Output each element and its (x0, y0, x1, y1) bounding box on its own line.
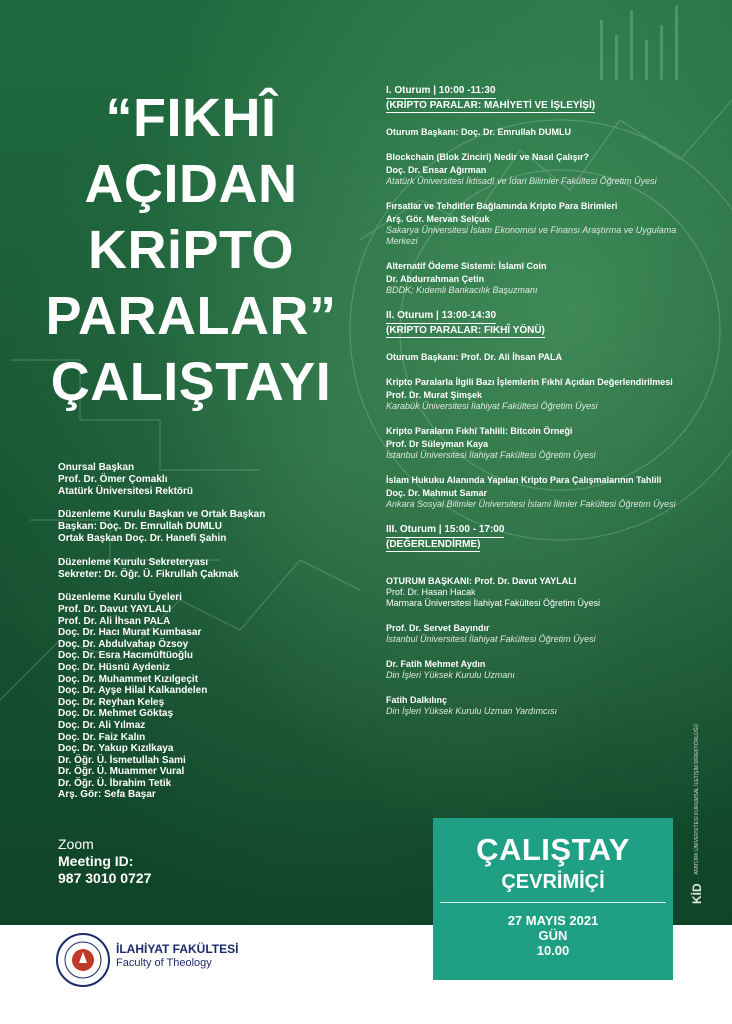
meeting-id[interactable]: 987 3010 0727 (58, 870, 152, 886)
session-3-heading: III. Oturum | 15:00 - 17:00 (386, 524, 504, 538)
committee-line: Sekreter: Dr. Öğr. Ü. Fikrullah Çakmak (58, 568, 239, 580)
session-3-chair: OTURUM BAŞKANI: Prof. Dr. Davut YAYLALI (386, 576, 577, 586)
speaker-name: Dr. Abdurrahman Çetin (386, 274, 485, 284)
speaker-name: Prof. Dr. Murat Şimşek (386, 390, 483, 400)
event-date: 27 MAYIS 2021 (507, 913, 599, 928)
speaker-name: Prof. Dr. Servet Bayındır (386, 623, 490, 633)
talk-title: Alternatif Ödeme Sistemi: İslamî Coin (386, 261, 547, 271)
talk-item (386, 623, 686, 645)
session-2-chair: Oturum Başkanı: Prof. Dr. Ali İhsan PALA (386, 352, 563, 362)
workshop-label: ÇALIŞTAY (476, 832, 630, 867)
speaker-name: Prof. Dr. Hasan Hacak (386, 587, 476, 597)
speaker-affiliation: Atatürk Üniversitesi İktisadî ve İdari Bilimler Fakültesi Öğretim Üyesi (386, 176, 657, 186)
session-2-subtitle: (KRİPTO PARALAR: FIKHÎ YÖNÜ) (386, 325, 545, 336)
talk-title: Kripto Paralarla İlgili Bazı İşlemlerin Fıkhî Açıdan Değerlendirilmesi (386, 377, 673, 387)
secretariat-group (58, 557, 358, 581)
talk-item (386, 152, 686, 187)
committee-line: Dr. Öğr. Ü. İbrahim Tetik (58, 777, 172, 789)
speaker-affiliation: Marmara Üniversitesi İlahiyat Fakültesi Öğretim Üyesi (386, 598, 601, 608)
program-schedule (386, 85, 686, 717)
committee-line: Doç. Dr. Hüsnü Aydeniz (58, 661, 171, 673)
university-seal-icon (56, 933, 110, 987)
talk-title: İslam Hukuku Alanında Yapılan Kripto Para Çalışmalarının Tahlili (386, 475, 662, 485)
event-time: 10.00 (536, 943, 570, 958)
committee-line: Doç. Dr. Faiz Kalın (58, 731, 146, 743)
talk-item (386, 475, 686, 510)
talk-item (386, 695, 686, 717)
committee-line: Ortak Başkan Doç. Dr. Hanefi Şahin (58, 532, 227, 544)
committee-list (58, 462, 358, 813)
committee-line: Atatürk Üniversitesi Rektörü (58, 485, 194, 497)
kid-logo-text (690, 723, 704, 904)
title-line: AÇIDAN (84, 154, 298, 214)
talk-item (386, 377, 686, 412)
meeting-id-label: Meeting ID: (58, 853, 134, 869)
committee-line: Doç. Dr. Abdulvahap Özsoy (58, 638, 189, 650)
speaker-affiliation: Din İşleri Yüksek Kurulu Uzman Yardımcısı (386, 706, 558, 716)
committee-line: Doç. Dr. Hacı Murat Kumbasar (58, 627, 202, 639)
honorary-group (58, 462, 358, 497)
title-line: PARALAR” (45, 286, 337, 346)
committee-line: Doç. Dr. Reyhan Keleş (58, 696, 165, 708)
talk-item (386, 261, 686, 296)
speaker-name: Prof. Dr Süleyman Kaya (386, 439, 489, 449)
title-line: KRiPTO (87, 220, 295, 280)
committee-line: Arş. Gör: Sefa Başar (58, 789, 156, 801)
committee-line: Doç. Dr. Mehmet Göktaş (58, 708, 174, 720)
kid-logo (690, 723, 714, 904)
speaker-affiliation: BDDK; Kıdemli Bankacılık Başuzmanı (386, 285, 538, 295)
talk-item (386, 659, 686, 681)
kid-logo-mark: KİD (690, 883, 704, 904)
speaker-name: Doç. Dr. Ensar Ağırman (386, 165, 487, 175)
speaker-affiliation: Din İşleri Yüksek Kurulu Uzmanı (386, 670, 515, 680)
organizing-group (58, 509, 358, 544)
event-day-label: GÜN (538, 928, 568, 943)
zoom-info (58, 836, 151, 887)
faculty-name (116, 942, 238, 970)
event-info-box (433, 818, 673, 980)
talk-item (386, 587, 686, 609)
committee-line: Prof. Dr. Ali İhsan PALA (58, 615, 171, 627)
committee-line: Doç. Dr. Ayşe Hilal Kalkandelen (58, 685, 208, 697)
title-line: “FIKHÎ (105, 88, 277, 148)
members-group (58, 592, 358, 801)
committee-line: Doç. Dr. Esra Hacımüftüoğlu (58, 650, 194, 662)
online-label: ÇEVRİMİÇİ (501, 871, 605, 893)
speaker-affiliation: Ankara Sosyal Bilimler Üniversitesi İslami İlimler Fakültesi Öğretim Üyesi (386, 499, 676, 509)
committee-line: Prof. Dr. Ömer Çomaklı (58, 473, 168, 485)
speaker-name: Doç. Dr. Mahmut Samar (386, 488, 488, 498)
speaker-name: Arş. Gör. Mervan Selçuk (386, 214, 490, 224)
speaker-name: Dr. Fatih Mehmet Aydın (386, 659, 486, 669)
session-1-chair: Oturum Başkanı: Doç. Dr. Emrullah DUMLU (386, 127, 572, 137)
committee-line: Doç. Dr. Yakup Kızılkaya (58, 743, 174, 755)
talk-item (386, 426, 686, 461)
speaker-affiliation: Karabük Üniversitesi İlahiyat Fakültesi Öğretim Üyesi (386, 401, 598, 411)
talk-title: Kripto Paraların Fıkhî Tahlili: Bitcoin Örneği (386, 426, 573, 436)
committee-line: Dr. Öğr. Ü. Muammer Vural (58, 766, 185, 778)
talk-title: Blockchain (Blok Zinciri) Nedir ve Nasıl Çalışır? (386, 152, 590, 162)
committee-line: Onursal Başkan (58, 462, 135, 473)
zoom-label: Zoom (58, 836, 94, 852)
faculty-name-tr: İLAHİYAT FAKÜLTESİ (116, 942, 239, 956)
committee-line: Prof. Dr. Davut YAYLALI (58, 603, 171, 615)
session-1-subtitle: (KRİPTO PARALAR: MAHİYETİ VE İŞLEYİŞİ) (386, 100, 596, 111)
speaker-affiliation: Sakarya Üniversitesi İslam Ekonomisi ve Finansı Araştırma ve Uygulama Merkezi (386, 225, 677, 246)
talk-item (386, 201, 686, 247)
speaker-name: Fatih Dalkılınç (386, 695, 448, 705)
committee-line: Başkan: Doç. Dr. Emrullah DUMLU (58, 521, 222, 533)
committee-line: Doç. Dr. Muhammet Kızılgeçit (58, 673, 199, 685)
kid-caption: ATATÜRK ÜNİVERSİTESİ KURUMSAL İLETİŞİM DİREKTÖRLÜĞÜ (694, 723, 700, 875)
committee-line: Düzenleme Kurulu Sekreteryası (58, 556, 209, 568)
committee-line: Dr. Öğr. Ü. İsmetullah Sami (58, 754, 186, 766)
session-1-heading: I. Oturum | 10:00 -11:30 (386, 85, 496, 99)
committee-line: Düzenleme Kurulu Başkan ve Ortak Başkan (58, 509, 266, 521)
faculty-name-en: Faculty of Theology (116, 957, 212, 969)
speaker-affiliation: İstanbul Üniversitesi İlahiyat Fakültesi Öğretim Üyesi (386, 634, 596, 644)
title-line: ÇALIŞTAYI (50, 352, 332, 412)
speaker-affiliation: İstanbul Üniversitesi İlahiyat Fakültesi Öğretim Üyesi (386, 450, 596, 460)
event-title (26, 85, 356, 415)
talk-title: Fırsatlar ve Tehditler Bağlamında Kripto Para Birimleri (386, 201, 618, 211)
session-2-heading: II. Oturum | 13:00-14:30 (386, 310, 496, 324)
committee-line: Düzenleme Kurulu Üyeleri (58, 592, 182, 604)
divider (440, 902, 666, 903)
session-3-subtitle: (DEĞERLENDİRME) (386, 539, 481, 550)
committee-line: Doç. Dr. Ali Yılmaz (58, 719, 146, 731)
